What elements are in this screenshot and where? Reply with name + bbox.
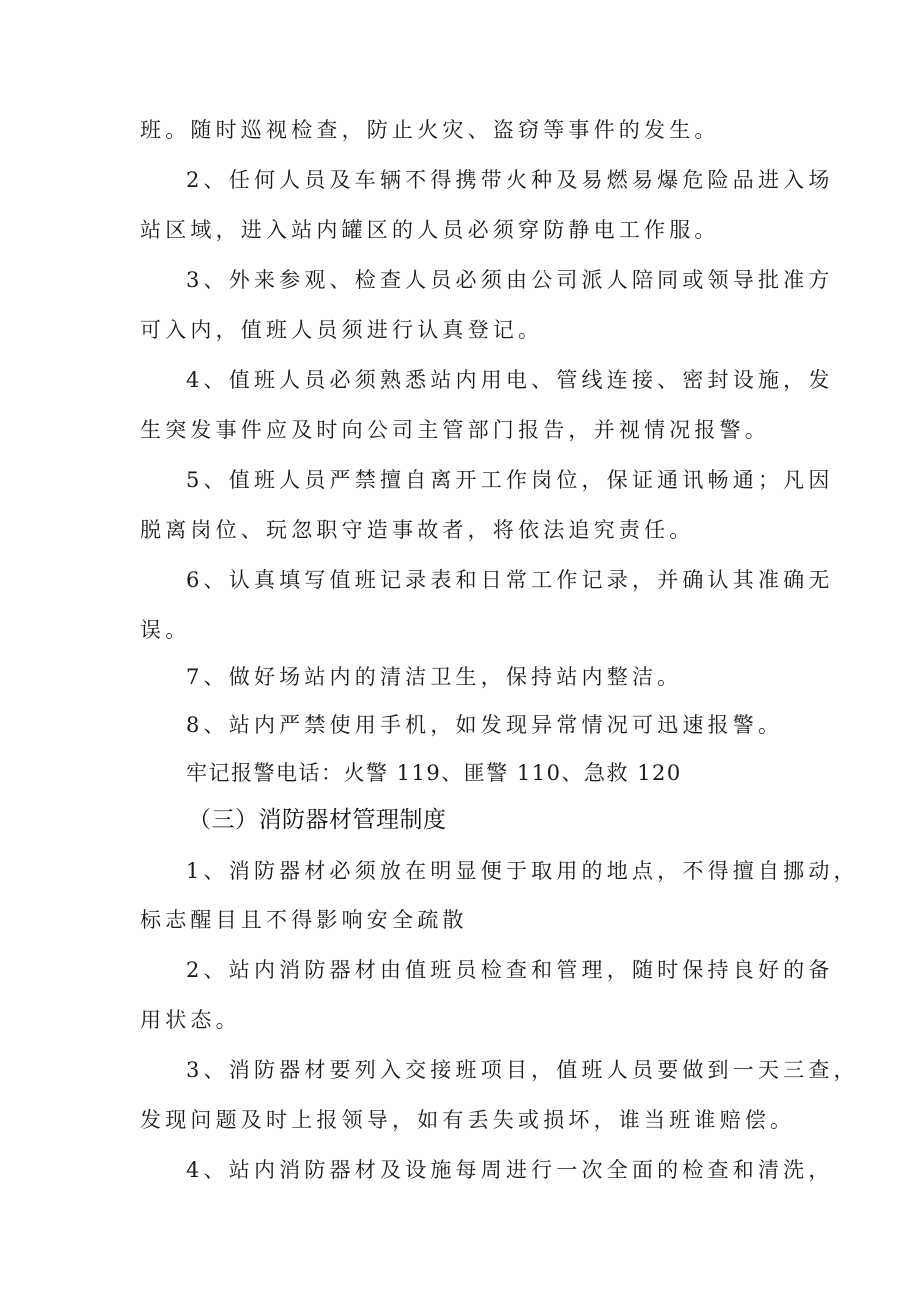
text-line: 站区域，进入站内罐区的人员必须穿防静电工作服。 (140, 218, 720, 242)
text-line: 误。 (140, 618, 191, 642)
text-line: 班。随时巡视检查，防止火灾、盗窃等事件的发生。 (140, 118, 720, 142)
text-line: 发现问题及时上报领导，如有丢失或损坏，谁当班谁赔偿。 (140, 1108, 796, 1132)
list-item-3: 3、外来参观、检查人员必须由公司派人陪同或领导批准方 (186, 268, 834, 292)
list-item-1: 1、消防器材必须放在明显便于取用的地点，不得擅自挪动， (186, 859, 859, 883)
list-item-2: 2、站内消防器材由值班员检查和管理，随时保持良好的备 (186, 958, 834, 982)
list-item-4: 4、站内消防器材及设施每周进行一次全面的检查和清洗， (186, 1158, 834, 1182)
list-item-4: 4、值班人员必须熟悉站内用电、管线连接、密封设施，发 (186, 368, 834, 392)
emergency-phone-note: 牢记报警电话：火警 119、匪警 110、急救 120 (186, 761, 682, 785)
list-item-8: 8、站内严禁使用手机，如发现异常情况可迅速报警。 (186, 713, 784, 737)
list-item-2: 2、任何人员及车辆不得携带火种及易燃易爆危险品进入场 (186, 168, 834, 192)
text-line: 脱离岗位、玩忽职守造事故者，将依法追究责任。 (140, 518, 695, 542)
section-heading: （三）消防器材管理制度 (188, 807, 447, 833)
list-item-7: 7、做好场站内的清洁卫生，保持站内整洁。 (186, 665, 683, 689)
list-item-3: 3、消防器材要列入交接班项目，值班人员要做到一天三查， (186, 1058, 859, 1082)
list-item-5: 5、值班人员严禁擅自离开工作岗位，保证通讯畅通；凡因 (186, 468, 834, 492)
text-line: 用状态。 (140, 1008, 241, 1032)
text-line: 生突发事件应及时向公司主管部门报告，并视情况报警。 (140, 418, 770, 442)
text-line: 标志醒目且不得影响安全疏散 (140, 908, 468, 932)
text-line: 可入内，值班人员须进行认真登记。 (140, 318, 544, 342)
list-item-6: 6、认真填写值班记录表和日常工作记录，并确认其准确无 (186, 568, 834, 592)
